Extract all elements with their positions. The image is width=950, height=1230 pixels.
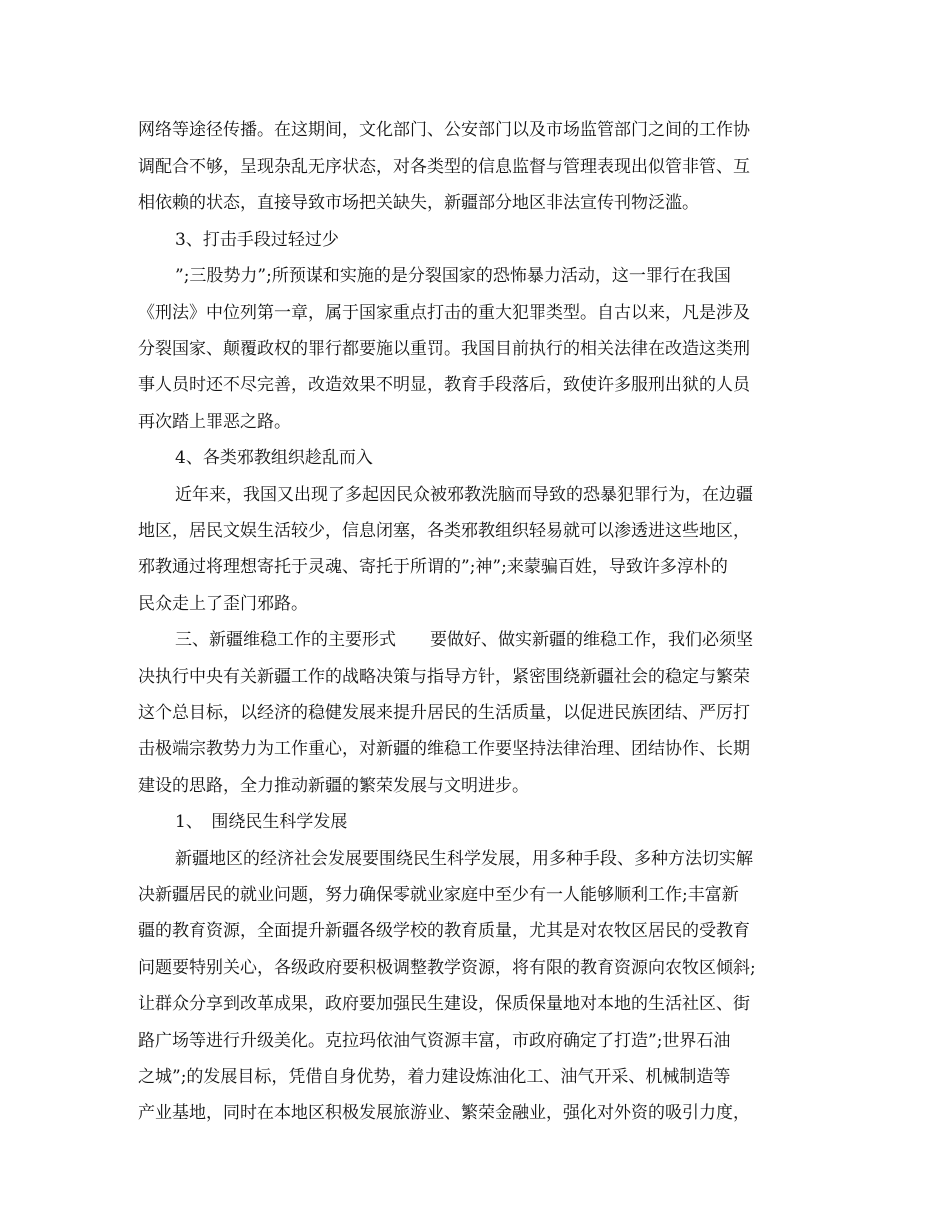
text-line: 近年来，我国又出现了多起因民众被邪教洗脑而导致的恐暴犯罪行为，在边疆 <box>175 485 753 505</box>
text-line: 网络等途径传播。在这期间，文化部门、公安部门以及市场监管部门之间的工作协 <box>138 120 750 140</box>
text-line: 地区，居民文娱生活较少，信息闭塞，各类邪教组织轻易就可以渗透进这些地区， <box>138 521 750 541</box>
text-line: 新疆地区的经济社会发展要围绕民生科学发展，用多种手段、多种方法切实解 <box>175 849 753 869</box>
text-line: 疆的教育资源，全面提升新疆各级学校的教育质量，尤其是对农牧区居民的受教育 <box>138 921 750 941</box>
text-line: 之城”;的发展目标，凭借自身优势，着力建设炼油化工、油气开采、机械制造等 <box>138 1067 731 1087</box>
text-line: 路广场等进行升级美化。克拉玛依油气资源丰富，市政府确定了打造”;世界石油 <box>138 1031 731 1051</box>
text-line: 这个总目标，以经济的稳健发展来提升居民的生活质量，以促进民族团结、严厉打 <box>138 703 750 723</box>
text-line: 相依赖的状态，直接导致市场把关缺失，新疆部分地区非法宣传刊物泛滥。 <box>138 193 699 213</box>
text-line: 问题要特别关心，各级政府要积极调整教学资源，将有限的教育资源向农牧区倾斜; <box>138 958 756 978</box>
text-line: 决执行中央有关新疆工作的战略决策与指导方针，紧密围绕新疆社会的稳定与繁荣 <box>138 667 750 687</box>
text-line: ”;三股势力”;所预谋和实施的是分裂国家的恐怖暴力活动，这一罪行在我国 <box>175 266 731 286</box>
text-line: 民众走上了歪门邪路。 <box>138 594 308 614</box>
text-line: 事人员时还不尽完善，改造效果不明显，教育手段落后，致使许多服刑出狱的人员 <box>138 375 750 395</box>
section-heading: 4、各类邪教组织趁乱而入 <box>175 448 373 468</box>
text-line: 决新疆居民的就业问题，努力确保零就业家庭中至少有一人能够顺利工作;丰富新 <box>138 885 739 905</box>
section-heading: 三、新疆维稳工作的主要形式 要做好、做实新疆的维稳工作，我们必须坚 <box>175 630 753 650</box>
section-heading: 3、打击手段过轻过少 <box>175 230 339 250</box>
section-heading: 1、 围绕民生科学发展 <box>175 812 348 832</box>
text-line: 让群众分享到改革成果，政府要加强民生建设，保质保量地对本地的生活社区、街 <box>138 994 750 1014</box>
text-line: 分裂国家、颠覆政权的罪行都要施以重罚。我国目前执行的相关法律在改造这类刑 <box>138 339 750 359</box>
text-line: 《刑法》中位列第一章，属于国家重点打击的重大犯罪类型。自古以来，凡是涉及 <box>138 303 750 323</box>
text-line: 邪教通过将理想寄托于灵魂、寄托于所谓的”;神”;来蒙骗百姓，导致许多淳朴的 <box>138 557 728 577</box>
text-line: 击极端宗教势力为工作重心，对新疆的维稳工作要坚持法律治理、团结协作、长期 <box>138 739 750 759</box>
text-line: 产业基地，同时在本地区积极发展旅游业、繁荣金融业，强化对外资的吸引力度， <box>138 1103 750 1123</box>
text-line: 调配合不够，呈现杂乱无序状态，对各类型的信息监督与管理表现出似管非管、互 <box>138 157 750 177</box>
text-line: 再次踏上罪恶之路。 <box>138 412 291 432</box>
text-line: 建设的思路，全力推动新疆的繁荣发展与文明进步。 <box>138 776 529 796</box>
